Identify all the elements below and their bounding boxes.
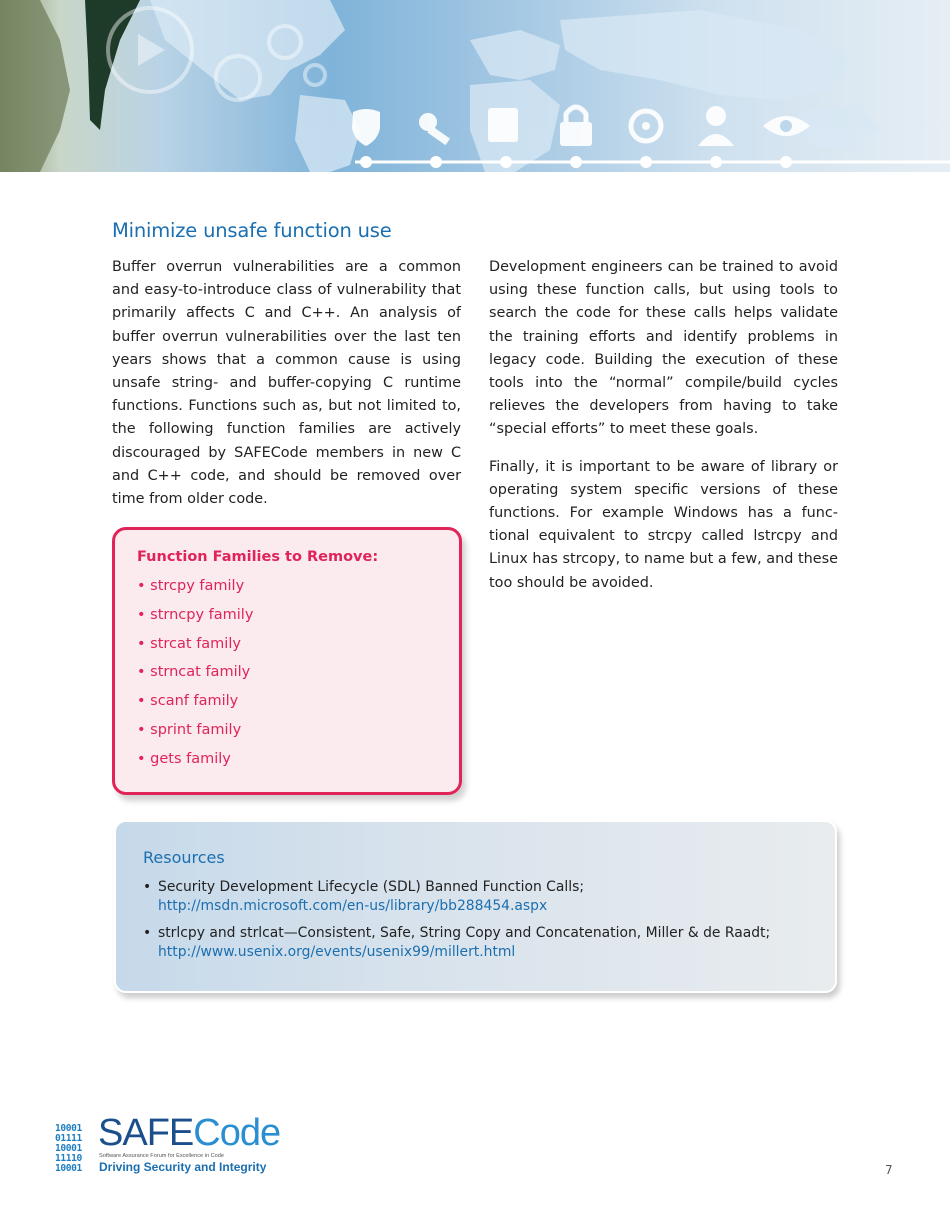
list-item: • scanf family: [137, 693, 239, 710]
resources-list: [143, 878, 823, 970]
bullet: •: [143, 925, 152, 941]
resources-title: Resources: [143, 848, 225, 867]
resource-text: Security Development Lifecycle (SDL) Banned Function Calls;: [158, 879, 585, 895]
function-families-list: [137, 576, 253, 778]
logo-code: Code: [193, 1112, 281, 1154]
resource-link[interactable]: http://www.usenix.org/events/usenix99/millert.html: [158, 944, 516, 960]
logo-safe: SAFE: [98, 1112, 194, 1154]
right-column: [489, 256, 838, 609]
resource-item: [143, 924, 823, 962]
resources-box: [114, 820, 837, 993]
resource-link[interactable]: http://msdn.microsoft.com/en-us/library/bb288454.aspx: [158, 898, 548, 914]
resource-text: strlcpy and strlcat—Consistent, Safe, String Copy and Concatenation, Miller & de Raadt;: [158, 925, 771, 941]
list-item: • sprint family: [137, 721, 242, 738]
section-title: Minimize unsafe function use: [112, 219, 392, 242]
key-icon: [419, 113, 450, 145]
library-paragraph: Finally, it is important to be aware of library or operating system specific versions of these functions. For example Windows has a func-tional equivalent to strcpy called lstrcpy and Linux has strcopy, to name but a few, and these too should be avoided.: [489, 458, 838, 591]
function-families-title: Function Families to Remove:: [137, 549, 379, 565]
list-item: • strcat family: [137, 635, 241, 652]
list-item: • gets family: [137, 750, 231, 767]
training-paragraph: Development engineers can be trained to avoid using these function calls, but using tools to search the code for these calls helps validate the training efforts and identify problems in legacy code. Building the execution of these tools into the “normal” compile/build cycles relieves the developers from having to take “special efforts” to meet these goals.: [489, 259, 838, 438]
page-number: 7: [885, 1163, 893, 1177]
logo-binary: 10001 01111 10001 11110 10001: [55, 1123, 82, 1174]
intro-paragraph: Buffer overrun vulnerabilities are a common and easy-to-introduce class of vulnerability that primarily affects C and C++. An analysis of buffer overrun vulnerabilities over the last ten years shows that a common cause is using unsafe string- and buffer-copying C runtime functions. Functions such as, but not limited to, the following function families are actively discouraged by SAFECode members in new C and C++ code, and should be removed over time from older code.: [112, 259, 461, 508]
list-item: • strncpy family: [137, 606, 254, 623]
person-icon: [698, 106, 734, 146]
header-banner: [0, 0, 950, 172]
resource-item: [143, 878, 823, 916]
logo-wordmark: [98, 1112, 280, 1155]
banner-graphic: [0, 0, 950, 172]
firewall-icon: [488, 108, 518, 142]
function-families-box: [112, 527, 462, 795]
bullet: •: [143, 879, 152, 895]
logo-subtitle: Software Assurance Forum for Excellence in Code: [99, 1153, 224, 1159]
lock-icon: [560, 107, 592, 146]
logo-tagline: Driving Security and Integrity: [99, 1160, 267, 1174]
left-column: [112, 256, 461, 525]
target-icon: [631, 111, 661, 141]
list-item: • strncat family: [137, 664, 251, 681]
list-item: • strcpy family: [137, 578, 245, 594]
